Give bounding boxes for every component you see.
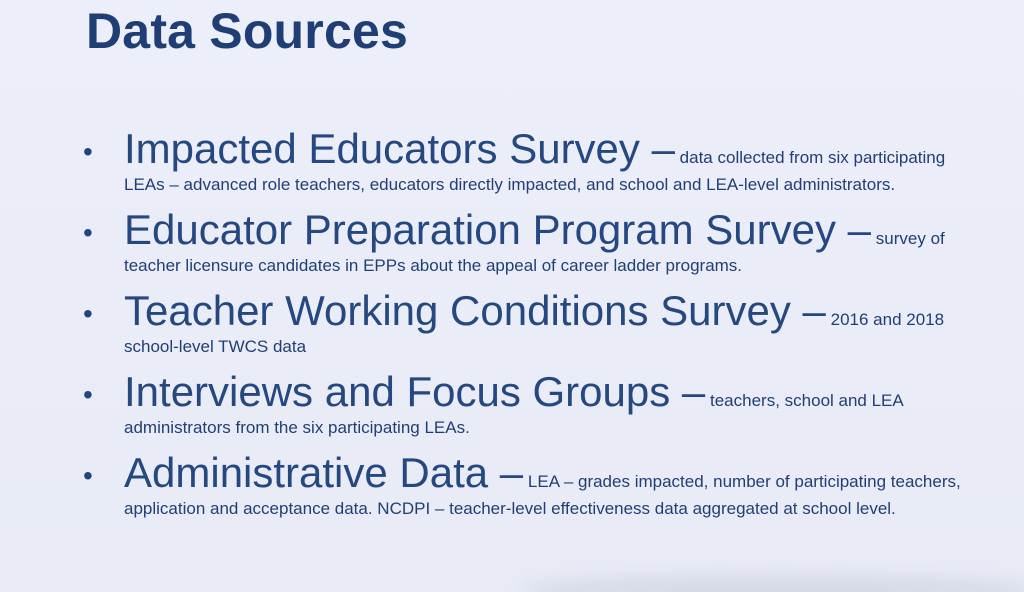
bullet-item-interviews-and-focus-groups [83, 369, 983, 441]
bullet-description: data collected from six participating LEAs – advanced role teachers, educators directly impacted, and school and LEA-level administrators. [124, 148, 946, 194]
bullet-item-impacted-educators-survey [83, 126, 983, 198]
bullet-icon: • [83, 136, 93, 167]
bullet-icon: • [83, 460, 93, 491]
bullet-text [124, 450, 983, 522]
bullet-description: 2016 and 2018 school-level TWCS data [124, 310, 945, 356]
bullet-heading: Interviews and Focus Groups – [124, 368, 706, 415]
bullet-item-educator-preparation-program-survey [83, 207, 983, 279]
bullet-heading: Impacted Educators Survey – [124, 125, 675, 172]
bullet-text [124, 207, 983, 279]
bullet-text [124, 369, 983, 441]
bullet-list [83, 126, 983, 531]
bullet-icon: • [83, 298, 93, 329]
bullet-heading: Teacher Working Conditions Survey – [124, 287, 826, 334]
bullet-heading: Educator Preparation Program Survey – [124, 206, 872, 253]
bullet-description: teachers, school and LEA administrators from the six participating LEAs. [124, 391, 903, 437]
bullet-text [124, 288, 983, 360]
bullet-icon: • [83, 217, 93, 248]
bullet-icon: • [83, 379, 93, 410]
bullet-description: survey of teacher licensure candidates in EPPs about the appeal of career ladder programs. [124, 229, 945, 275]
bullet-item-administrative-data [83, 450, 983, 522]
bullet-item-teacher-working-conditions-survey [83, 288, 983, 360]
bullet-heading: Administrative Data – [124, 449, 524, 496]
bullet-description: LEA – grades impacted, number of participating teachers, application and acceptance data. NCDPI – teacher-level effectiveness data aggregated at school level. [124, 472, 961, 518]
decorative-shadow [520, 575, 1024, 592]
bullet-text [124, 126, 983, 198]
slide-title: Data Sources [86, 3, 408, 59]
